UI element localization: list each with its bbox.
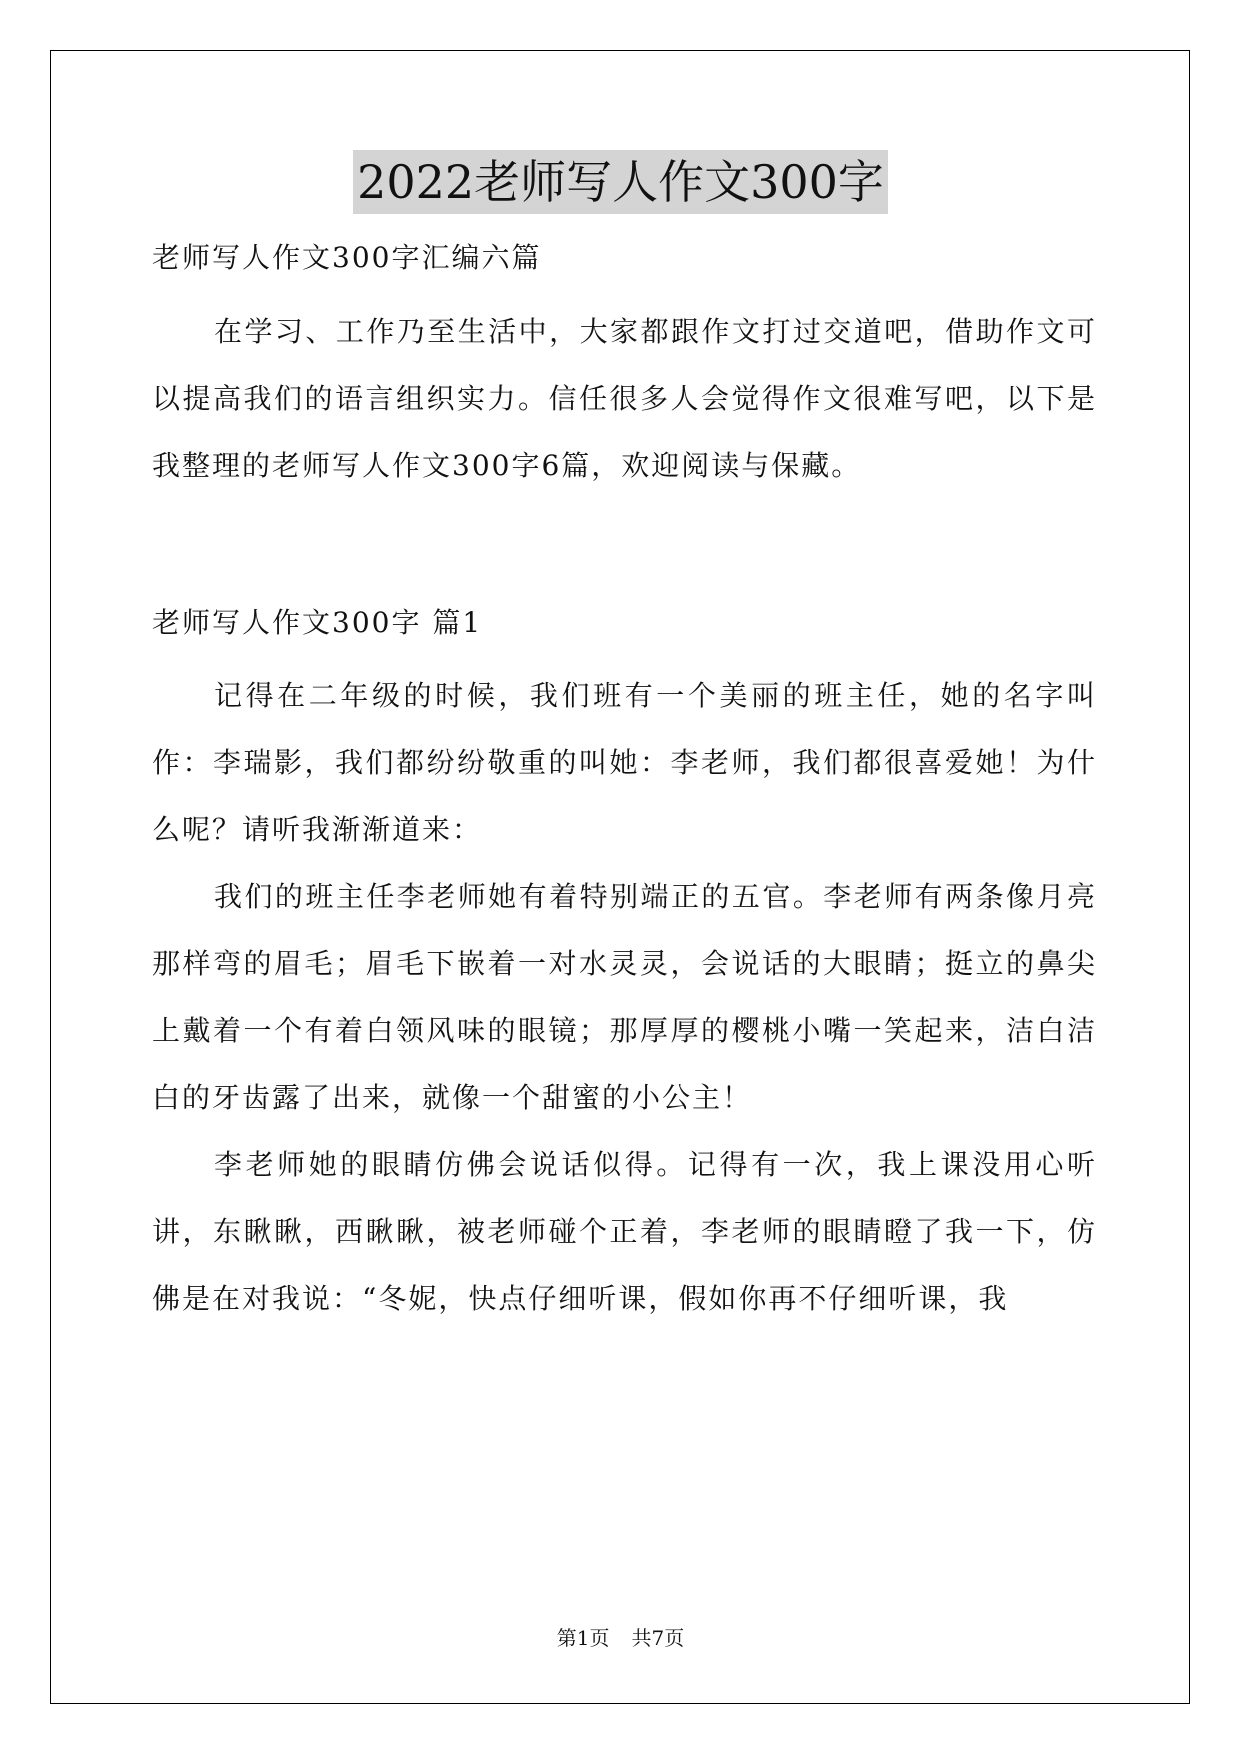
body-paragraph: 李老师她的眼睛仿佛会说话似得。记得有一次，我上课没用心听讲，东瞅瞅，西瞅瞅，被老师碰个正着，李老师的眼睛瞪了我一下，仿佛是在对我说：“冬妮，快点仔细听课，假如你再不仔细听课，我	[152, 1148, 1097, 1315]
body-paragraph: 我们的班主任李老师她有着特别端正的五官。李老师有两条像月亮那样弯的眉毛；眉毛下嵌着一对水灵灵，会说话的大眼睛；挺立的鼻尖上戴着一个有着白领风味的眼镜；那厚厚的樱桃小嘴一笑起来，洁白洁白的牙齿露了出来，就像一个甜蜜的小公主！	[152, 880, 1097, 1114]
page-number-current: 第1页	[556, 1626, 610, 1650]
intro-block	[152, 298, 1097, 499]
document-subtitle: 老师写人作文300字汇编六篇	[152, 241, 542, 274]
intro-paragraph: 在学习、工作乃至生活中，大家都跟作文打过交道吧，借助作文可以提高我们的语言组织实力。信任很多人会觉得作文很难写吧，以下是我整理的老师写人作文300字6篇，欢迎阅读与保藏。	[152, 315, 1097, 482]
section-heading: 老师写人作文300字 篇1	[152, 606, 483, 639]
page-footer	[0, 1625, 1241, 1651]
title-container	[0, 150, 1241, 214]
page-number-total: 共7页	[631, 1626, 685, 1650]
document-title: 2022老师写人作文300字	[353, 150, 888, 214]
body-paragraph: 记得在二年级的时候，我们班有一个美丽的班主任，她的名字叫作：李瑞影，我们都纷纷敬重的叫她：李老师，我们都很喜爱她！为什么呢？请听我渐渐道来：	[152, 679, 1097, 846]
body-text	[152, 662, 1097, 1332]
